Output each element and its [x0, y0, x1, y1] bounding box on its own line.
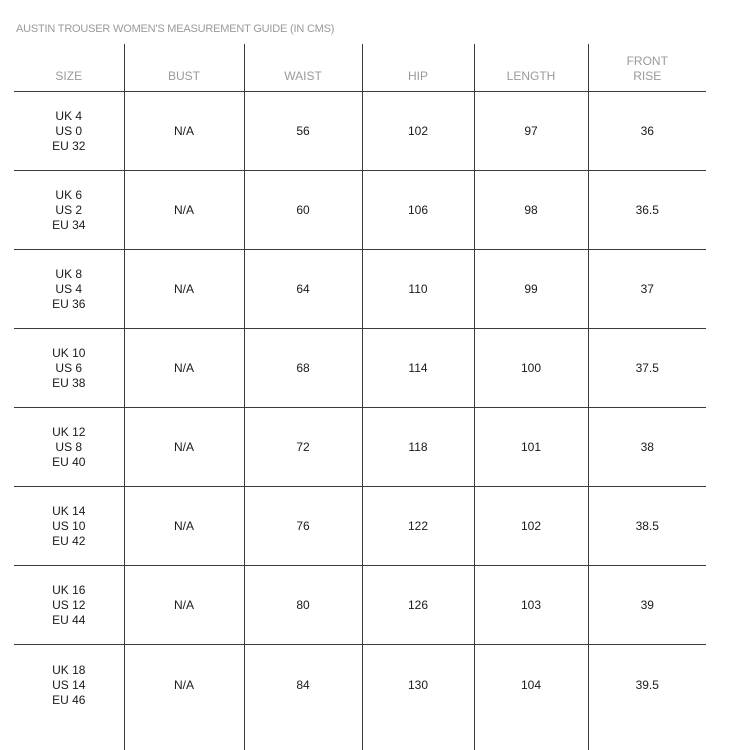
eu-size: EU 44 [14, 613, 124, 628]
table-row [14, 92, 706, 171]
table-row [14, 408, 706, 487]
us-size: US 6 [14, 361, 124, 376]
eu-size: EU 40 [14, 455, 124, 470]
size-cell [14, 487, 124, 566]
length-cell: 100 [474, 329, 588, 408]
size-cell [14, 171, 124, 250]
length-cell: 104 [474, 645, 588, 750]
size-cell [14, 408, 124, 487]
size-cell [14, 92, 124, 171]
us-size: US 10 [14, 519, 124, 534]
eu-size: EU 46 [14, 693, 124, 708]
length-cell: 98 [474, 171, 588, 250]
bust-cell: N/A [124, 329, 244, 408]
us-size: US 0 [14, 124, 124, 139]
header-bust: BUST [124, 44, 244, 92]
hip-cell: 130 [362, 645, 474, 750]
table-row [14, 171, 706, 250]
hip-cell: 122 [362, 487, 474, 566]
uk-size: UK 18 [14, 663, 124, 678]
waist-cell: 80 [244, 566, 362, 645]
bust-cell: N/A [124, 566, 244, 645]
hip-cell: 126 [362, 566, 474, 645]
waist-cell: 72 [244, 408, 362, 487]
bust-cell: N/A [124, 645, 244, 750]
hip-cell: 102 [362, 92, 474, 171]
header-size: SIZE [14, 44, 124, 92]
guide-title: AUSTIN TROUSER WOMEN'S MEASUREMENT GUIDE (IN CMS) [16, 23, 334, 35]
table-row [14, 645, 706, 750]
length-cell: 103 [474, 566, 588, 645]
front-rise-cell: 39.5 [588, 645, 706, 750]
table-row [14, 329, 706, 408]
eu-size: EU 32 [14, 139, 124, 154]
size-cell [14, 566, 124, 645]
front-rise-cell: 37.5 [588, 329, 706, 408]
waist-cell: 56 [244, 92, 362, 171]
header-waist: WAIST [244, 44, 362, 92]
header-front-rise [588, 44, 706, 92]
front-rise-cell: 37 [588, 250, 706, 329]
uk-size: UK 12 [14, 425, 124, 440]
header-length: LENGTH [474, 44, 588, 92]
header-row [14, 44, 706, 92]
length-cell: 99 [474, 250, 588, 329]
length-cell: 102 [474, 487, 588, 566]
bust-cell: N/A [124, 92, 244, 171]
eu-size: EU 38 [14, 376, 124, 391]
waist-cell: 68 [244, 329, 362, 408]
front-rise-cell: 36 [588, 92, 706, 171]
length-cell: 101 [474, 408, 588, 487]
bust-cell: N/A [124, 408, 244, 487]
us-size: US 2 [14, 203, 124, 218]
uk-size: UK 4 [14, 109, 124, 124]
uk-size: UK 8 [14, 267, 124, 282]
hip-cell: 106 [362, 171, 474, 250]
hip-cell: 118 [362, 408, 474, 487]
us-size: US 8 [14, 440, 124, 455]
front-rise-cell: 38.5 [588, 487, 706, 566]
waist-cell: 76 [244, 487, 362, 566]
eu-size: EU 36 [14, 297, 124, 312]
waist-cell: 60 [244, 171, 362, 250]
table-row [14, 566, 706, 645]
waist-cell: 84 [244, 645, 362, 750]
length-cell: 97 [474, 92, 588, 171]
table-row [14, 487, 706, 566]
front-rise-cell: 38 [588, 408, 706, 487]
header-hip: HIP [362, 44, 474, 92]
measurement-table [14, 44, 706, 750]
eu-size: EU 34 [14, 218, 124, 233]
size-cell [14, 250, 124, 329]
table-row [14, 250, 706, 329]
size-cell [14, 329, 124, 408]
uk-size: UK 6 [14, 188, 124, 203]
bust-cell: N/A [124, 250, 244, 329]
uk-size: UK 14 [14, 504, 124, 519]
bust-cell: N/A [124, 487, 244, 566]
front-rise-cell: 39 [588, 566, 706, 645]
us-size: US 12 [14, 598, 124, 613]
bust-cell: N/A [124, 171, 244, 250]
eu-size: EU 42 [14, 534, 124, 549]
waist-cell: 64 [244, 250, 362, 329]
header-front-rise-line1: FRONT [589, 54, 707, 69]
hip-cell: 110 [362, 250, 474, 329]
size-cell [14, 645, 124, 750]
header-front-rise-line2: RISE [589, 69, 707, 84]
hip-cell: 114 [362, 329, 474, 408]
front-rise-cell: 36.5 [588, 171, 706, 250]
uk-size: UK 10 [14, 346, 124, 361]
us-size: US 14 [14, 678, 124, 693]
us-size: US 4 [14, 282, 124, 297]
uk-size: UK 16 [14, 583, 124, 598]
